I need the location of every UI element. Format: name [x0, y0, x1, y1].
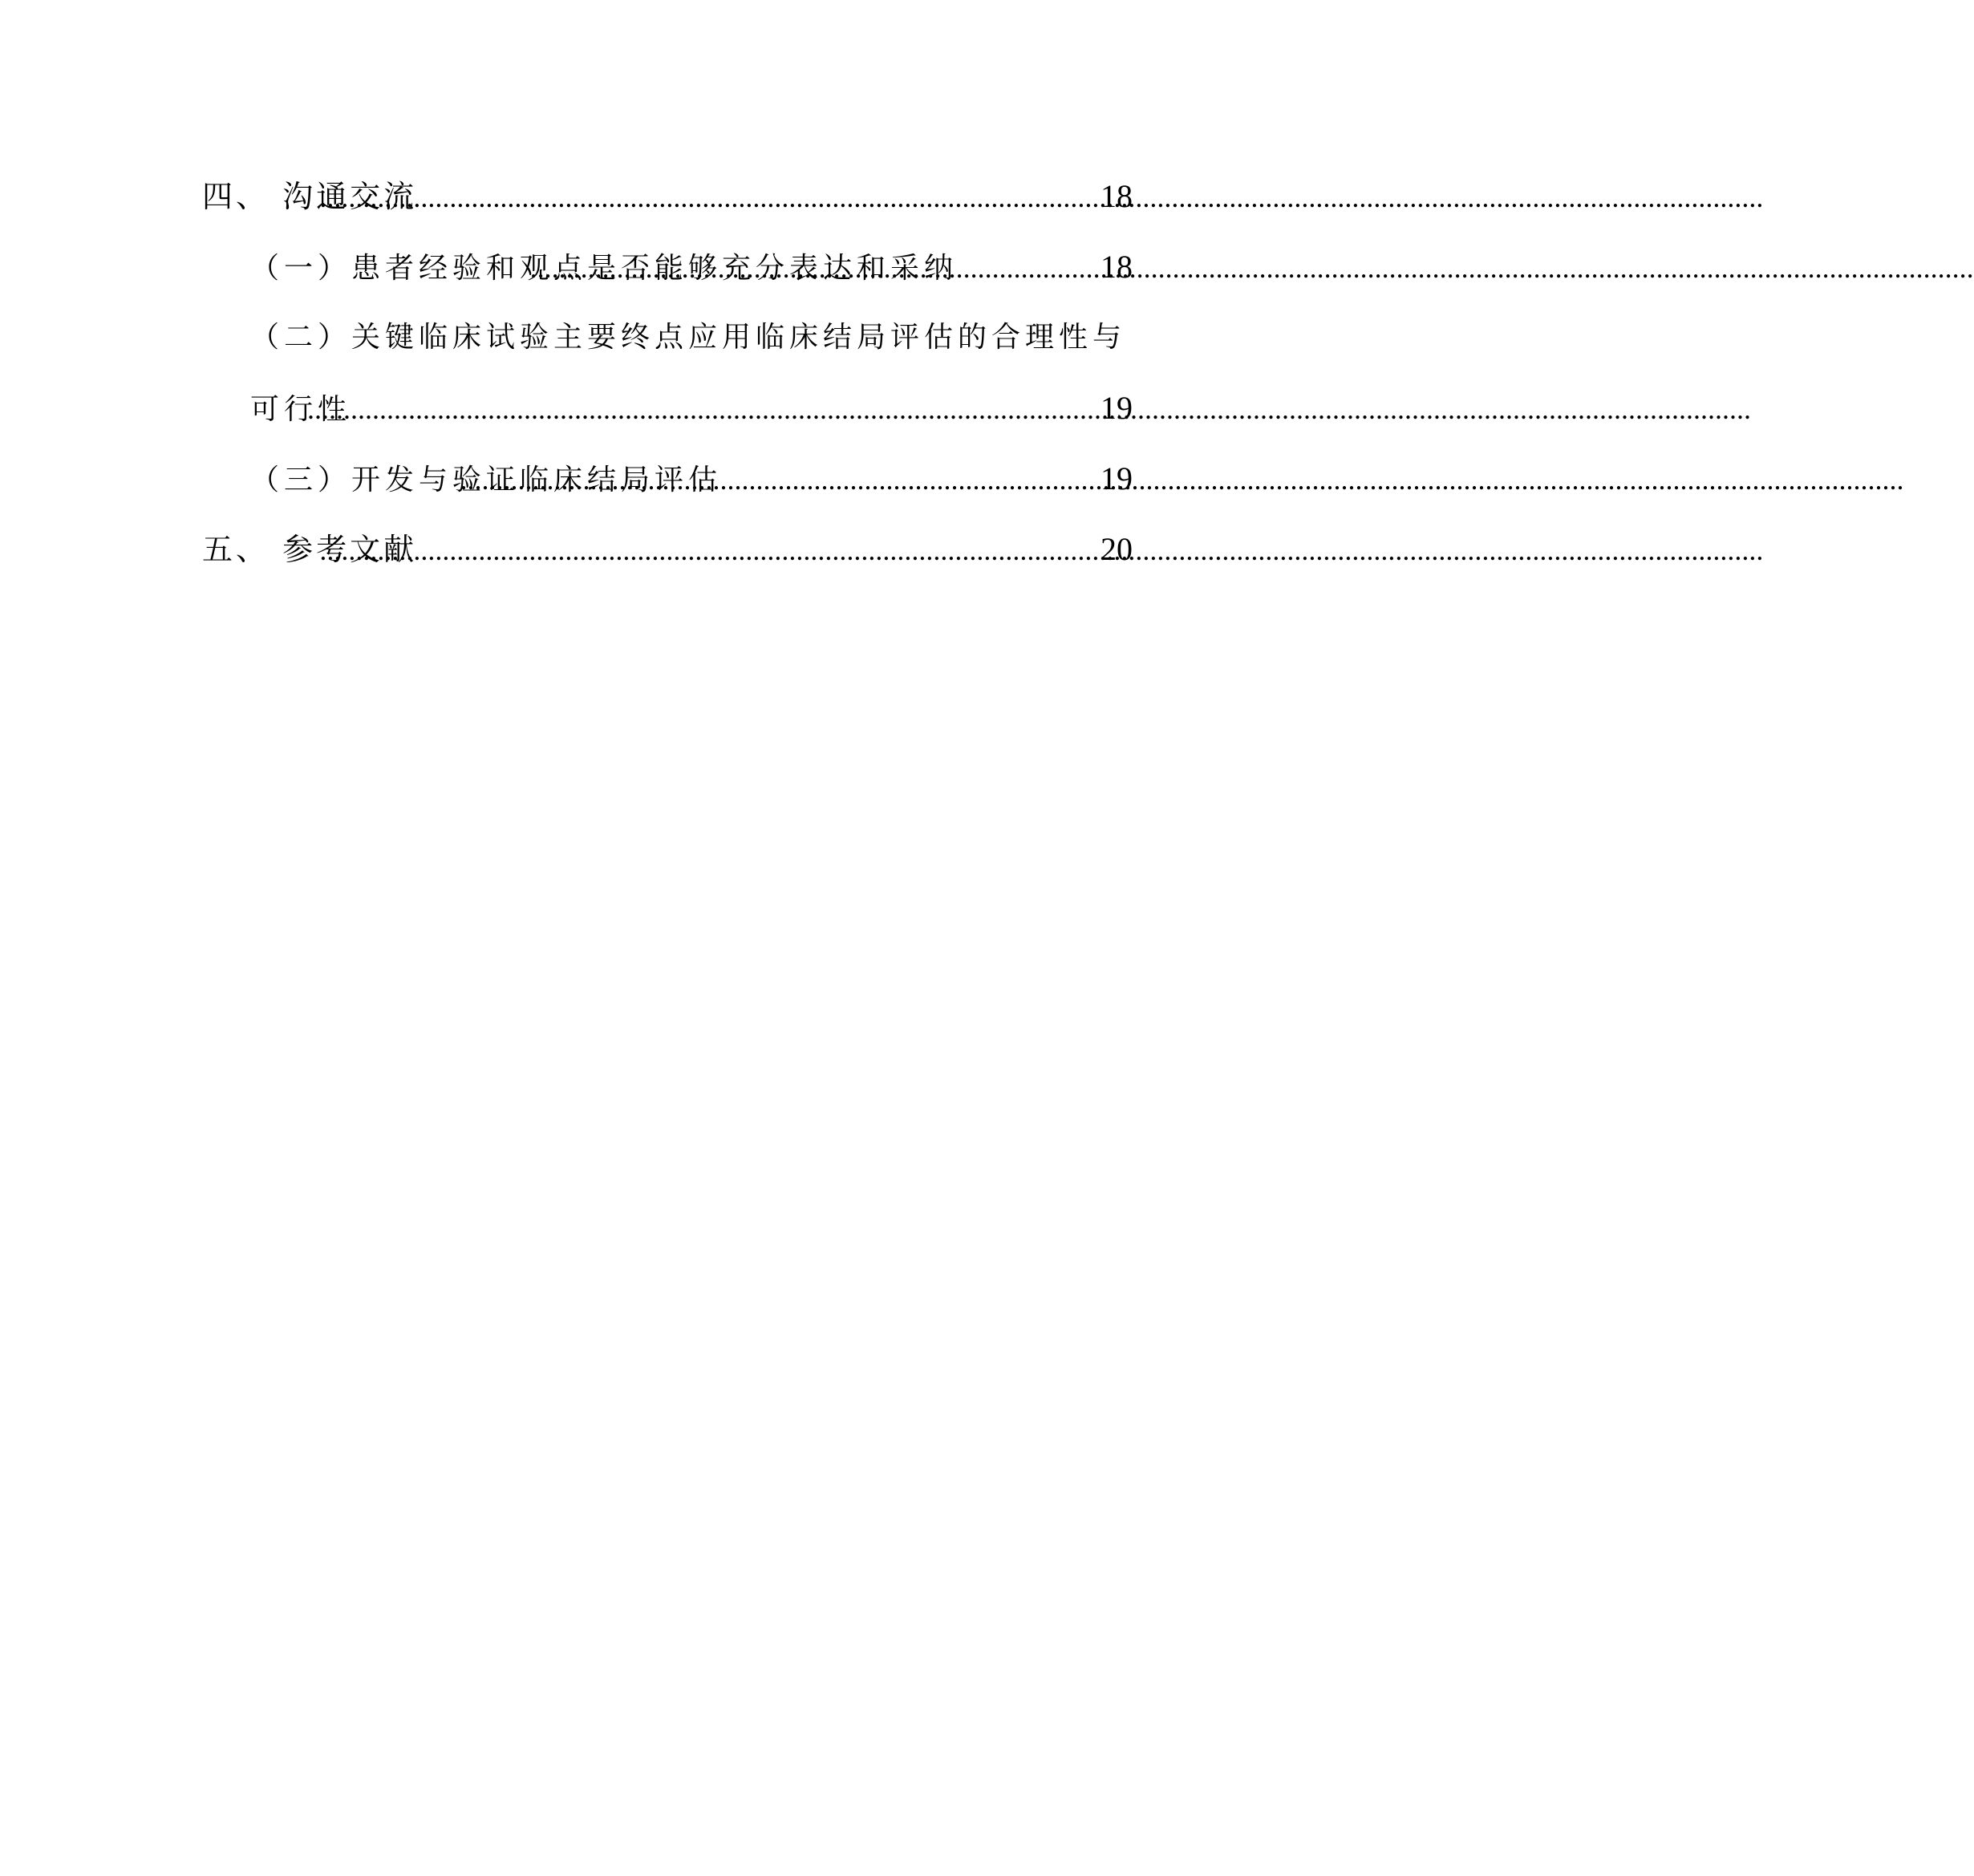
toc-page-number: 20 [1100, 531, 1133, 567]
toc-page-number: 19 [1100, 460, 1133, 496]
toc-leader-dots [529, 233, 1100, 303]
toc-leader-dots [459, 444, 1100, 515]
toc-page-number: 19 [1100, 390, 1133, 426]
toc-entry-patient-experience[interactable] [202, 232, 1133, 302]
toc-entry-references[interactable] [202, 514, 1133, 585]
toc-entry-label: （二）关键临床试验主要终点应用临床结局评估的合理性与 [250, 321, 1127, 354]
toc-entry-develop-validate[interactable] [202, 444, 1133, 514]
toc-page-number: 18 [1100, 249, 1133, 285]
toc-entry-label: 五、 参考文献 [202, 532, 418, 567]
toc-page-number: 18 [1100, 178, 1133, 214]
toc-entry-label: （三）开发与验证临床结局评估 [250, 464, 723, 496]
toc-entry-label: 四、 沟通交流 [202, 179, 418, 214]
toc-entry-endpoint-rationale[interactable] [202, 302, 1133, 444]
toc-entry-label: （一）患者经验和观点是否能够充分表达和采纳 [250, 252, 959, 285]
toc-entry-communication[interactable] [202, 161, 1133, 232]
toc-leader-dots [318, 515, 1100, 585]
toc-entry-line [202, 302, 1133, 373]
toc-leader-dots [318, 162, 1100, 233]
table-of-contents [202, 161, 1133, 585]
toc-entry-label-continuation: 可行性 [250, 393, 352, 426]
toc-entry-line [202, 373, 1133, 444]
toc-leader-dots [306, 374, 1100, 444]
